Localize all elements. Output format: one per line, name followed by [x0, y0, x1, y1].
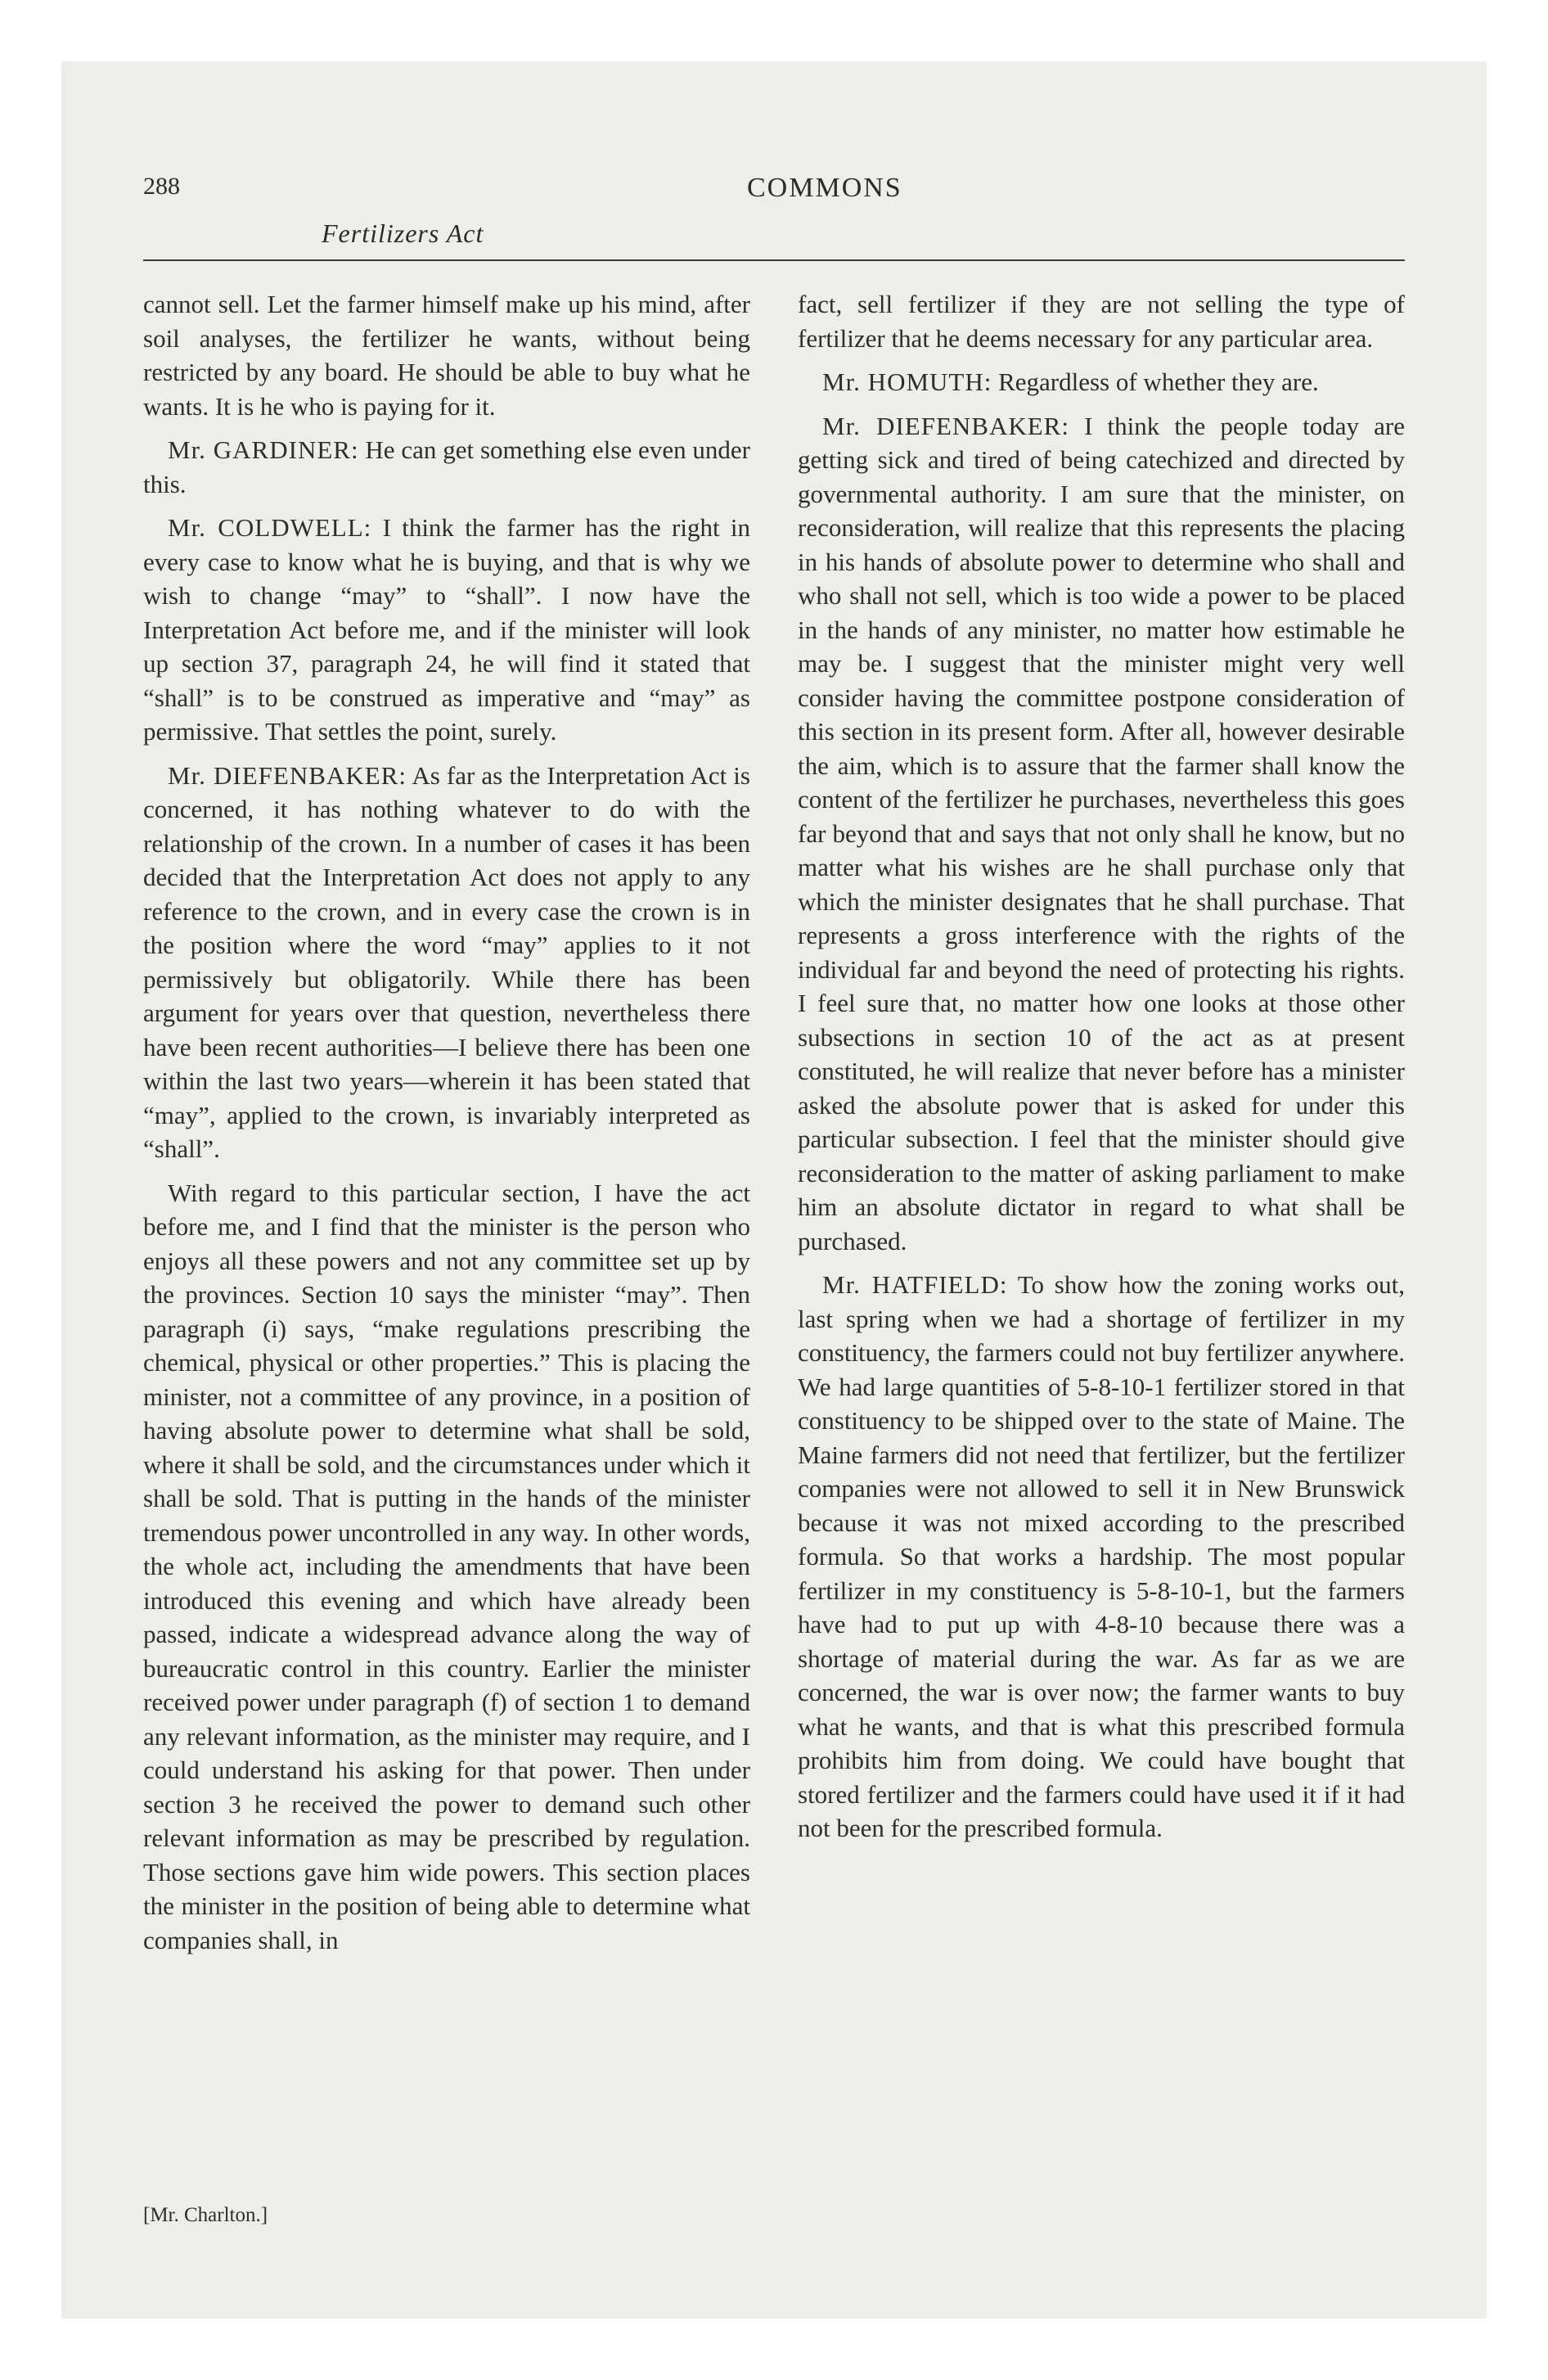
speaker-name: Mr. COLDWELL: — [168, 513, 372, 542]
paragraph-text: fact, sell fertilizer if they are not selling the type of fertilizer that he deems necessary for any particular area. — [798, 290, 1405, 353]
footer-note: [Mr. Charlton.] — [143, 2204, 268, 2226]
speaker-name: Mr. HOMUTH: — [822, 367, 992, 396]
paragraph-text: With regard to this particular section, I have the act before me, and I find that the minister is the person who enjoys all these powers and not any committee set up by the provinces. Section 10 says the minister “may”. Then paragraph (i) says, “make regulations prescribing the chemical, physical or other properties.” This is placing the minister, not a committee of any province, in a position of having absolute power to determine what shall be sold, where it shall be sold, and the circumstances under which it shall be sold. That is putting in the hands of the minister tremendous power uncontrolled in any way. In other words, the whole act, including the amendments that have been introduced this evening and which have already been passed, indicate a widespread advance along the way of bureaucratic control in this country. Earlier the minister received power under paragraph (f) of section 1 to demand any relevant information, as the minister may require, and I could understand his asking for that power. Then under section 3 he received the power to demand such other relevant information as may be prescribed by regulation. Those sections gave him wide powers. This section places the minister in the position of being able to determine what companies shall, in — [143, 1178, 750, 1954]
speaker-name: Mr. GARDINER: — [168, 435, 359, 464]
paragraph — [143, 1176, 750, 1958]
speech-homuth — [798, 365, 1405, 399]
paragraph — [798, 287, 1405, 355]
section-title: Fertilizers Act — [322, 219, 484, 248]
page-header — [143, 119, 1405, 258]
speech-gardiner — [143, 433, 750, 501]
speech-text: He can get something else even under this. — [143, 435, 751, 498]
speech-text: I think the farmer has the right in every case to know what he is buying, and that is why we wish to change “may” to “shall”. I now have the Interpretation Act before me, and if the minister will look up section 37, paragraph 24, he will find it stated that “shall” is to be construed as imperative and “may” as permissive. That settles the point, surely. — [143, 513, 750, 746]
header-rule — [143, 259, 1405, 261]
speech-text: To show how the zoning works out, last spring when we had a shortage of fertilizer in my constituency, the farmers could not buy fertilizer anywhere. We had large quantities of 5-8-10-1 fertilizer stored in that constituency to be shipped over to the state of Maine. The Maine farmers did not need that fertilizer, but the fertilizer companies were not allowed to sell it in New Brunswick because it was not mixed according to the prescribed formula. So that works a hardship. The most popular fertilizer in my constituency is 5-8-10-1, but the farmers have had to put up with 4-8-10 because there was a shortage of material during the war. As far as we are concerned, the war is over now; the farmer wants to buy what he wants, and that is what this prescribed formula prohibits him from doing. We could have bought that stored fertilizer and the farmers could have used it if it had not been for the prescribed formula. — [798, 1270, 1406, 1842]
paragraph-text: cannot sell. Let the farmer himself make up his mind, after soil analyses, the fertilizer he wants, without being restricted by any board. He should be able to buy what he wants. It is he who is paying for it. — [143, 290, 750, 421]
page-number: 288 — [143, 173, 180, 200]
speech-diefenbaker — [143, 759, 750, 1166]
speaker-name: Mr. DIEFENBAKER: — [822, 411, 1069, 440]
paragraph — [143, 287, 750, 423]
page — [61, 61, 1487, 2319]
speech-hatfield — [798, 1268, 1405, 1846]
speech-coldwell — [143, 511, 750, 749]
chamber-title: COMMONS — [747, 173, 902, 203]
speaker-name: Mr. HATFIELD: — [822, 1270, 1008, 1299]
speech-text: As far as the Interpretation Act is concerned, it has nothing whatever to do with the relationship of the crown. In a number of cases it has been decided that the Interpretation Act does not apply to any reference to the crown, and in every case the crown is in the position where the word “may” applies to it not permissively but obligatorily. While there has been argument for years over that question, nevertheless there have been recent authorities—I believe there has been one within the last two years—wherein it has been stated that “may”, applied to the crown, is invariably interpreted as “shall”. — [143, 760, 750, 1163]
speech-text: I think the people today are getting sick and tired of being catechized and directed by governmental authority. I am sure that the minister, on reconsideration, will realize that this represents the placing in his hands of absolute power to determine who shall and who shall not sell, which is too wide a power to be placed in the hands of any minister, no matter how estimable he may be. I suggest that the minister might very well consider having the committee postpone consideration of this section in its present form. After all, however desirable the aim, which is to assure that the farmer shall know the content of the fertilizer he purchases, nevertheless this goes far beyond that and says that not only shall he know, but no matter what his wishes are he shall purchase only that which the minister designates that he shall purchase. That represents a gross interference with the rights of the individual far and beyond the need of protecting his rights. I feel sure that, no matter how one looks at those other subsections in section 10 of the act as at present constituted, he will realize that never before has a minister asked the absolute power that is asked for under this particular subsection. I feel that the minister should give reconsideration to the matter of asking parliament to make him an absolute dictator in regard to what shall be purchased. — [798, 411, 1405, 1255]
right-column — [798, 287, 1405, 1855]
speech-diefenbaker — [798, 409, 1405, 1259]
speaker-name: Mr. DIEFENBAKER: — [168, 760, 407, 790]
left-column — [143, 287, 750, 1967]
speech-text: Regardless of whether they are. — [992, 367, 1319, 396]
